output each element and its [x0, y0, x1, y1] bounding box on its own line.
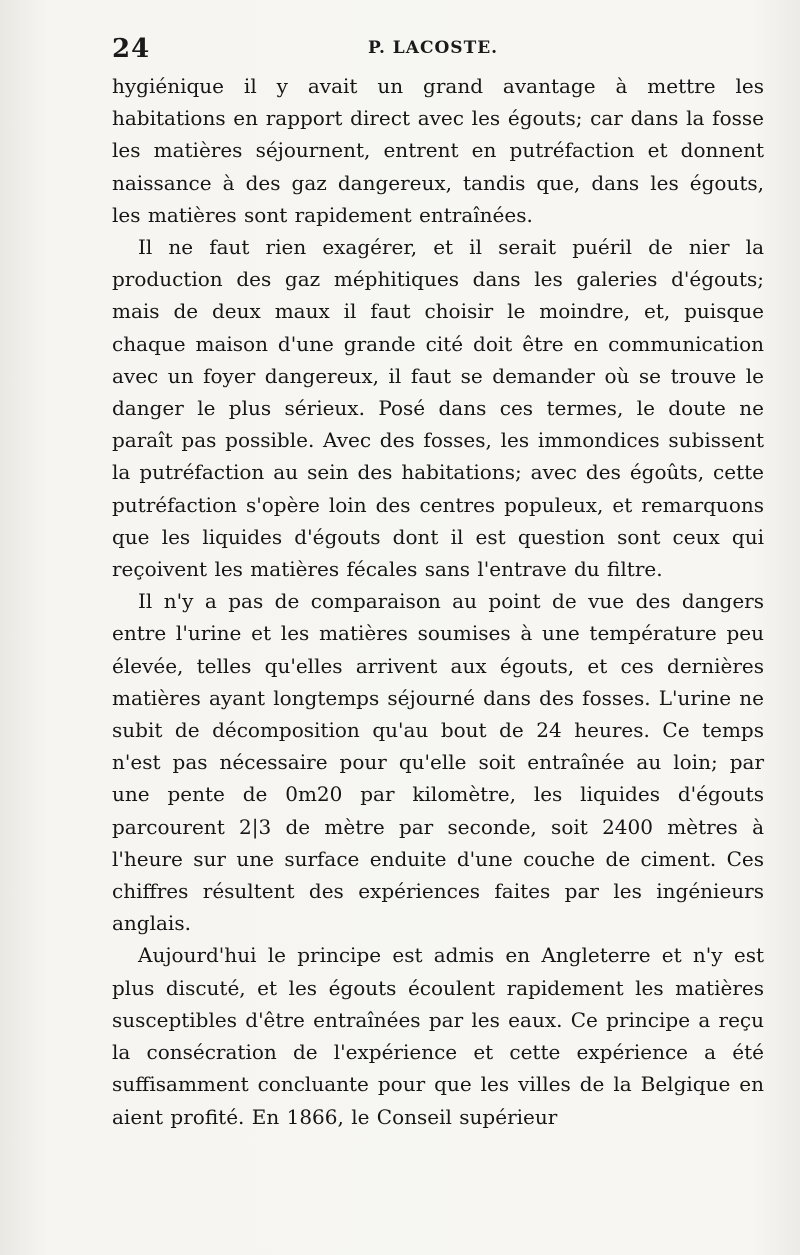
paragraph: Il ne faut rien exagérer, et il serait puéril de nier la production des gaz méphitiques dans les galeries d'égouts; mais de deux maux il faut choisir le moindre, et, puisque chaque maison d'une grande cité doit être en communication avec un foyer dangereux, il faut se demander où se trouve le danger le plus sérieux. Posé dans ces termes, le doute ne paraît pas possible. Avec des fosses, les immondices subissent la putréfaction au sein des habitations; avec des égoûts, cette putréfaction s'opère loin des centres populeux, et remarquons que les liquides d'égouts dont il est question sont ceux qui reçoivent les matières fécales sans l'entrave du filtre.	[112, 235, 764, 582]
body-text	[112, 70, 764, 1133]
page-header	[112, 34, 764, 64]
page-number: 24	[112, 34, 151, 64]
paragraph: Aujourd'hui le principe est admis en Angleterre et n'y est plus discuté, et les égouts écoulent rapidement les matières susceptibles d'être entraînées par les eaux. Ce principe a reçu la consécration de l'expérience et cette expérience a été suffisamment concluante pour que les villes de la Belgique en aient profité. En 1866, le Conseil supérieur	[112, 943, 764, 1129]
running-head: P. LACOSTE.	[368, 38, 499, 58]
paragraph: hygiénique il y avait un grand avantage à mettre les habitations en rapport direct avec les égouts; car dans la fosse les matières séjournent, entrent en putréfaction et donnent naissance à des gaz dangereux, tandis que, dans les égouts, les matières sont rapidement entraînées.	[112, 74, 764, 227]
paragraph: Il n'y a pas de comparaison au point de vue des dangers entre l'urine et les matières soumises à une température peu élevée, telles qu'elles arrivent aux égouts, et ces dernières matières ayant longtemps séjourné dans des fosses. L'urine ne subit de décomposition qu'au bout de 24 heures. Ce temps n'est pas nécessaire pour qu'elle soit entraînée au loin; par une pente de 0m20 par kilomètre, les liquides d'égouts parcourent 2|3 de mètre par seconde, soit 2400 mètres à l'heure sur une surface enduite d'une couche de ciment. Ces chiffres résultent des expériences faites par les ingénieurs anglais.	[112, 589, 764, 936]
